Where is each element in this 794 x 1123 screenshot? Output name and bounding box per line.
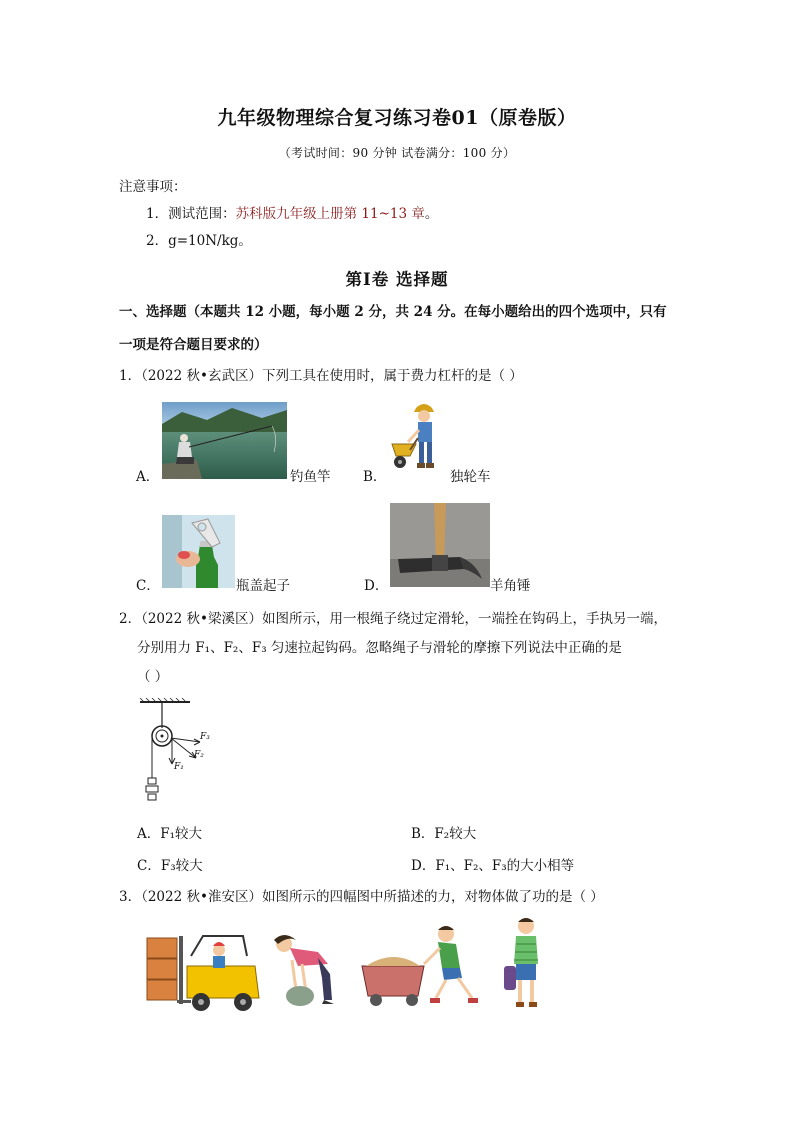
- section-instruction-line1: 一、选择题（本题共 12 小题，每小题 2 分，共 24 分。在每小题给出的四个选项中，只有: [119, 304, 667, 320]
- q2-option-d-letter: D．: [411, 858, 436, 874]
- q1-option-b-letter: B．: [363, 469, 387, 485]
- note-item-2: 2．g=10N/kg。: [146, 233, 252, 249]
- q1-option-d-letter: D．: [364, 578, 389, 594]
- q2-option-c-text: F₃较大: [160, 858, 203, 874]
- pulley-label-f3: F₃: [200, 732, 210, 742]
- section-title: 第Ⅰ卷 选择题: [345, 270, 449, 289]
- wheelbarrow-illustration: [388, 400, 450, 476]
- q2-option-b-text: F₂较大: [434, 826, 477, 842]
- q2-option-a-text: F₁较大: [160, 826, 203, 842]
- pulley-diagram: [138, 698, 218, 808]
- q1-option-a-label: 钓鱼竿: [290, 469, 331, 485]
- q2-stem-line1: 2．（2022 秋•梁溪区）如图所示，用一根绳子绕过定滑轮，一端拴在钩码上，手执另一端，: [119, 611, 667, 627]
- forklift-illustration: [143, 926, 263, 1012]
- note-item-1-prefix: 1．测试范围：: [146, 206, 236, 222]
- note-item-1: [146, 205, 438, 223]
- girl-lifting-illustration: [268, 930, 350, 1010]
- page-title: 九年级物理综合复习练习卷01（原卷版）: [217, 107, 577, 129]
- q2-stem-line3: （ ）: [137, 669, 169, 685]
- bottle-opener-photo: [162, 515, 235, 588]
- note-item-1-range: 苏科版九年级上册第 11~13 章: [235, 206, 425, 222]
- boy-pushing-cart-illustration: [358, 918, 496, 1010]
- pulley-label-f1: F₁: [174, 762, 184, 772]
- q1-stem: 1．（2022 秋•玄武区）下列工具在使用时，属于费力杠杆的是（ ）: [119, 368, 523, 384]
- exam-info: （考试时间：90 分钟 试卷满分：100 分）: [278, 146, 516, 160]
- q2-option-a: [137, 825, 202, 843]
- q1-option-a-letter: A．: [136, 469, 160, 485]
- section-instruction-line2: 一项是符合题目要求的）: [119, 337, 268, 353]
- q1-option-d-label: 羊角锤: [490, 578, 531, 594]
- boy-standing-with-bag-illustration: [502, 914, 552, 1012]
- q2-option-d: [411, 857, 574, 875]
- q2-option-b-letter: B．: [411, 826, 435, 842]
- q3-stem: 3．（2022 秋•淮安区）如图所示的四幅图中所描述的力，对物体做了功的是（ ）: [119, 889, 604, 905]
- q2-option-d-text: F₁、F₂、F₃的大小相等: [435, 858, 575, 874]
- q2-option-c-letter: C．: [137, 858, 161, 874]
- q1-option-c-letter: C．: [136, 578, 160, 594]
- q1-option-c-label: 瓶盖起子: [236, 578, 290, 594]
- pulley-label-f2: F₂: [194, 750, 204, 760]
- q2-option-a-letter: A．: [137, 826, 161, 842]
- q1-option-b-label: 独轮车: [450, 469, 491, 485]
- claw-hammer-photo: [390, 503, 490, 587]
- q2-option-c: [137, 857, 203, 875]
- fishing-rod-photo: [162, 402, 287, 479]
- q2-option-b: [411, 825, 476, 843]
- q2-stem-line2: 分别用力 F₁、F₂、F₃ 匀速拉起钩码。忽略绳子与滑轮的摩擦下列说法中正确的是: [137, 640, 622, 656]
- note-item-1-suffix: 。: [424, 206, 439, 222]
- notes-heading: 注意事项：: [119, 179, 187, 195]
